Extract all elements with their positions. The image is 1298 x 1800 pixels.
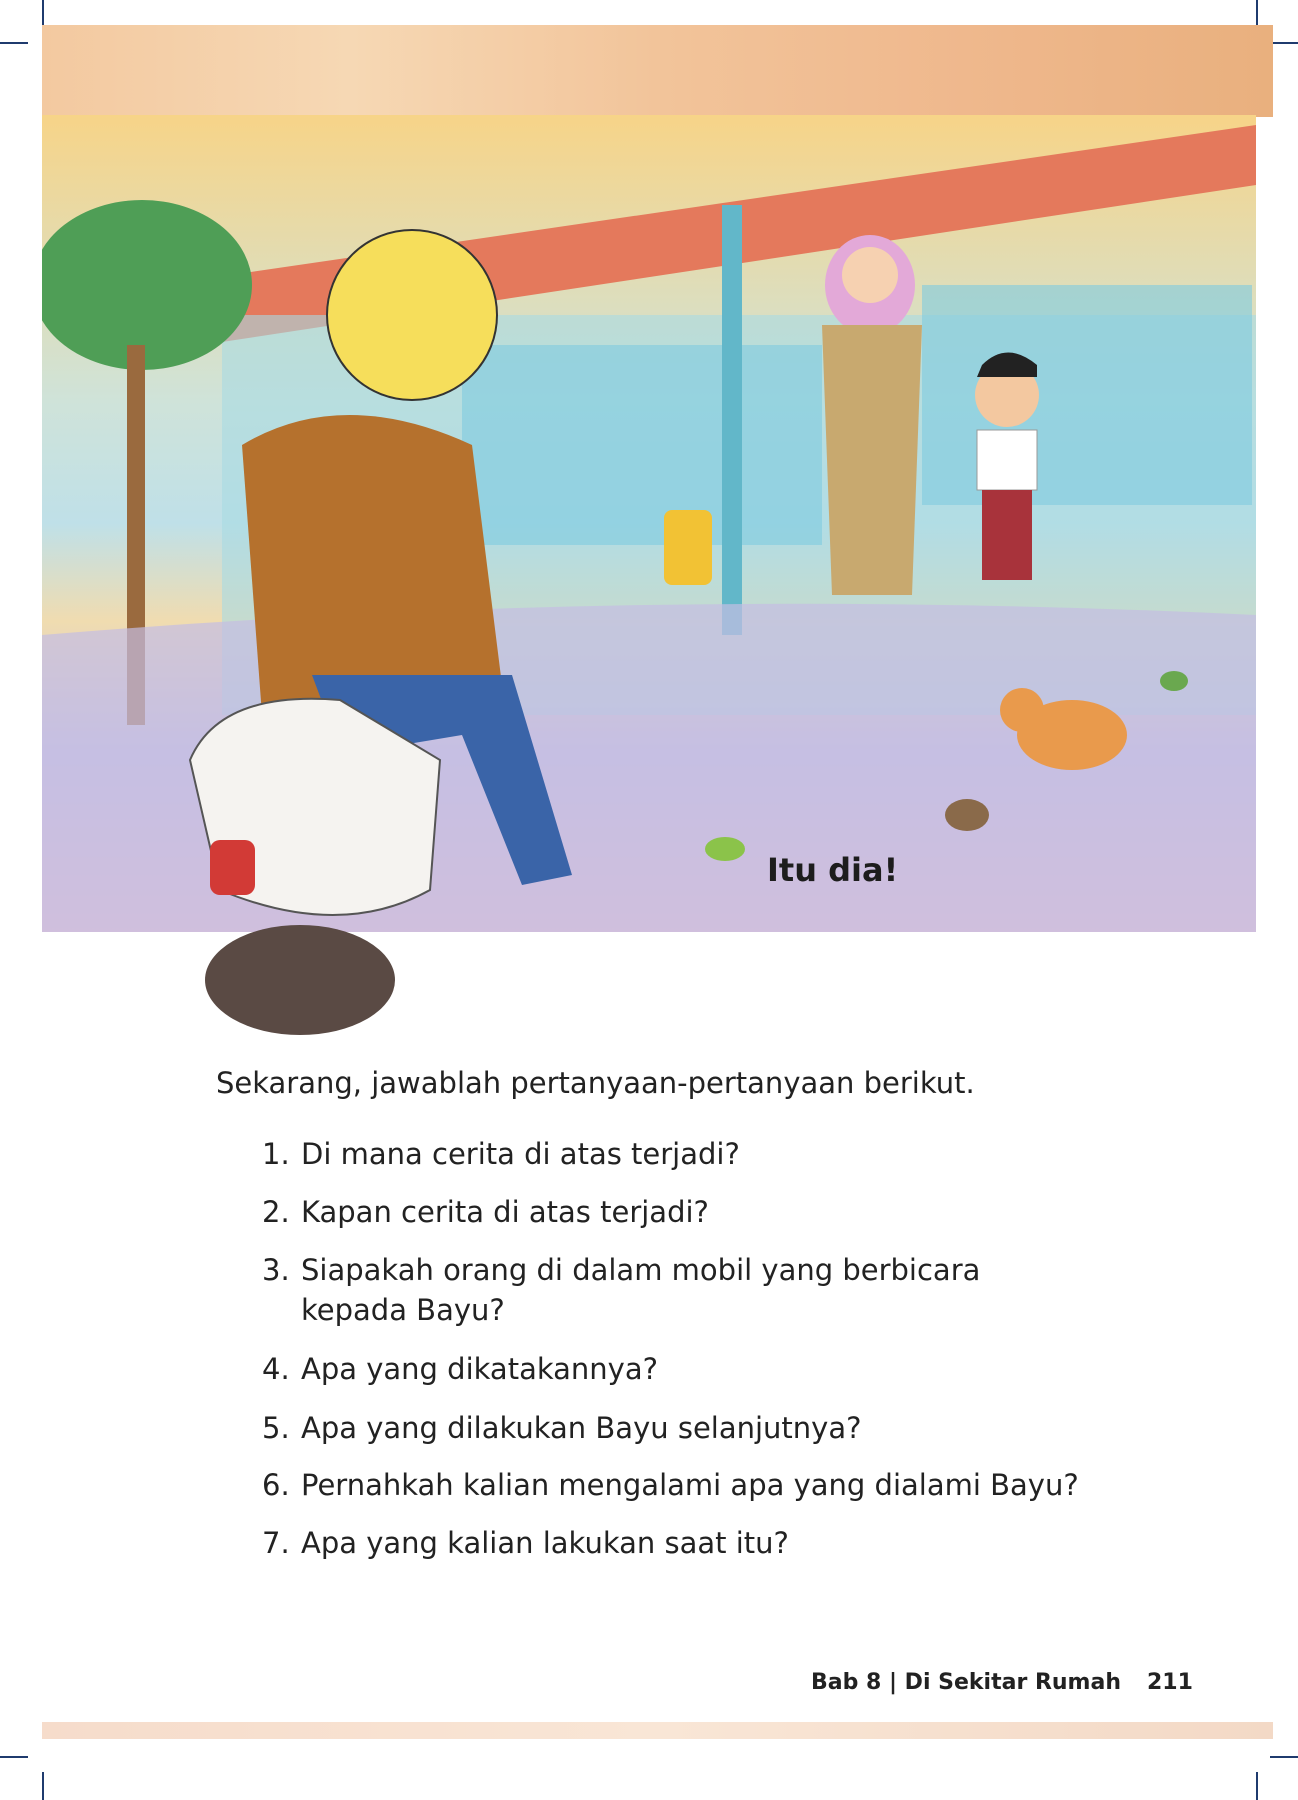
question-text: Apa yang kalian lakukan saat itu? bbox=[301, 1526, 789, 1560]
crop-mark bbox=[1256, 0, 1258, 28]
bird bbox=[945, 799, 989, 831]
crop-mark bbox=[42, 1772, 44, 1800]
crop-mark bbox=[1270, 42, 1298, 44]
question-item bbox=[262, 1192, 709, 1232]
question-text: Kapan cerita di atas terjadi? bbox=[301, 1195, 709, 1229]
chapter-title: Bab 8 | Di Sekitar Rumah bbox=[811, 1670, 1121, 1695]
leaf bbox=[1160, 671, 1188, 691]
school-window bbox=[462, 345, 822, 545]
question-number: 3. bbox=[262, 1253, 290, 1287]
teacher bbox=[822, 235, 922, 595]
leaf bbox=[705, 837, 745, 861]
helmet bbox=[327, 230, 497, 400]
question-number: 4. bbox=[262, 1352, 290, 1386]
tree bbox=[42, 200, 252, 370]
question-number: 2. bbox=[262, 1195, 290, 1229]
question-number: 1. bbox=[262, 1137, 290, 1171]
question-item bbox=[262, 1250, 980, 1330]
question-number: 6. bbox=[262, 1468, 290, 1502]
crop-mark bbox=[1256, 1772, 1258, 1800]
crop-mark bbox=[42, 0, 44, 28]
crop-mark bbox=[1270, 1756, 1298, 1758]
crop-mark bbox=[0, 1756, 28, 1758]
question-text: Apa yang dikatakannya? bbox=[301, 1352, 658, 1386]
speech-text: Itu dia! bbox=[767, 851, 899, 889]
decorative-banner bbox=[42, 25, 1273, 117]
instruction-text: Sekarang, jawablah pertanyaan-pertanyaan berikut. bbox=[216, 1066, 975, 1100]
scooter bbox=[180, 560, 500, 1040]
question-text: Apa yang dilakukan Bayu selanjutnya? bbox=[301, 1411, 862, 1445]
boy-bayu bbox=[975, 353, 1039, 581]
decorative-bottom-strip bbox=[42, 1722, 1273, 1739]
question-text: Siapakah orang di dalam mobil yang berbicara bbox=[301, 1253, 981, 1287]
question-item bbox=[262, 1408, 862, 1448]
trash-bin bbox=[664, 510, 712, 585]
crop-mark bbox=[0, 42, 28, 44]
page-number: 211 bbox=[1147, 1670, 1193, 1695]
question-item bbox=[262, 1465, 1079, 1505]
question-number: 7. bbox=[262, 1526, 290, 1560]
pillar bbox=[722, 205, 742, 635]
question-item bbox=[262, 1134, 740, 1174]
question-number: 5. bbox=[262, 1411, 290, 1445]
question-text-continued: kepada Bayu? bbox=[301, 1293, 505, 1327]
school-window bbox=[922, 285, 1252, 505]
question-item bbox=[262, 1523, 789, 1563]
question-text: Di mana cerita di atas terjadi? bbox=[301, 1137, 740, 1171]
page-footer bbox=[811, 1670, 1193, 1695]
question-item bbox=[262, 1349, 658, 1389]
question-text: Pernahkah kalian mengalami apa yang dialami Bayu? bbox=[301, 1468, 1079, 1502]
